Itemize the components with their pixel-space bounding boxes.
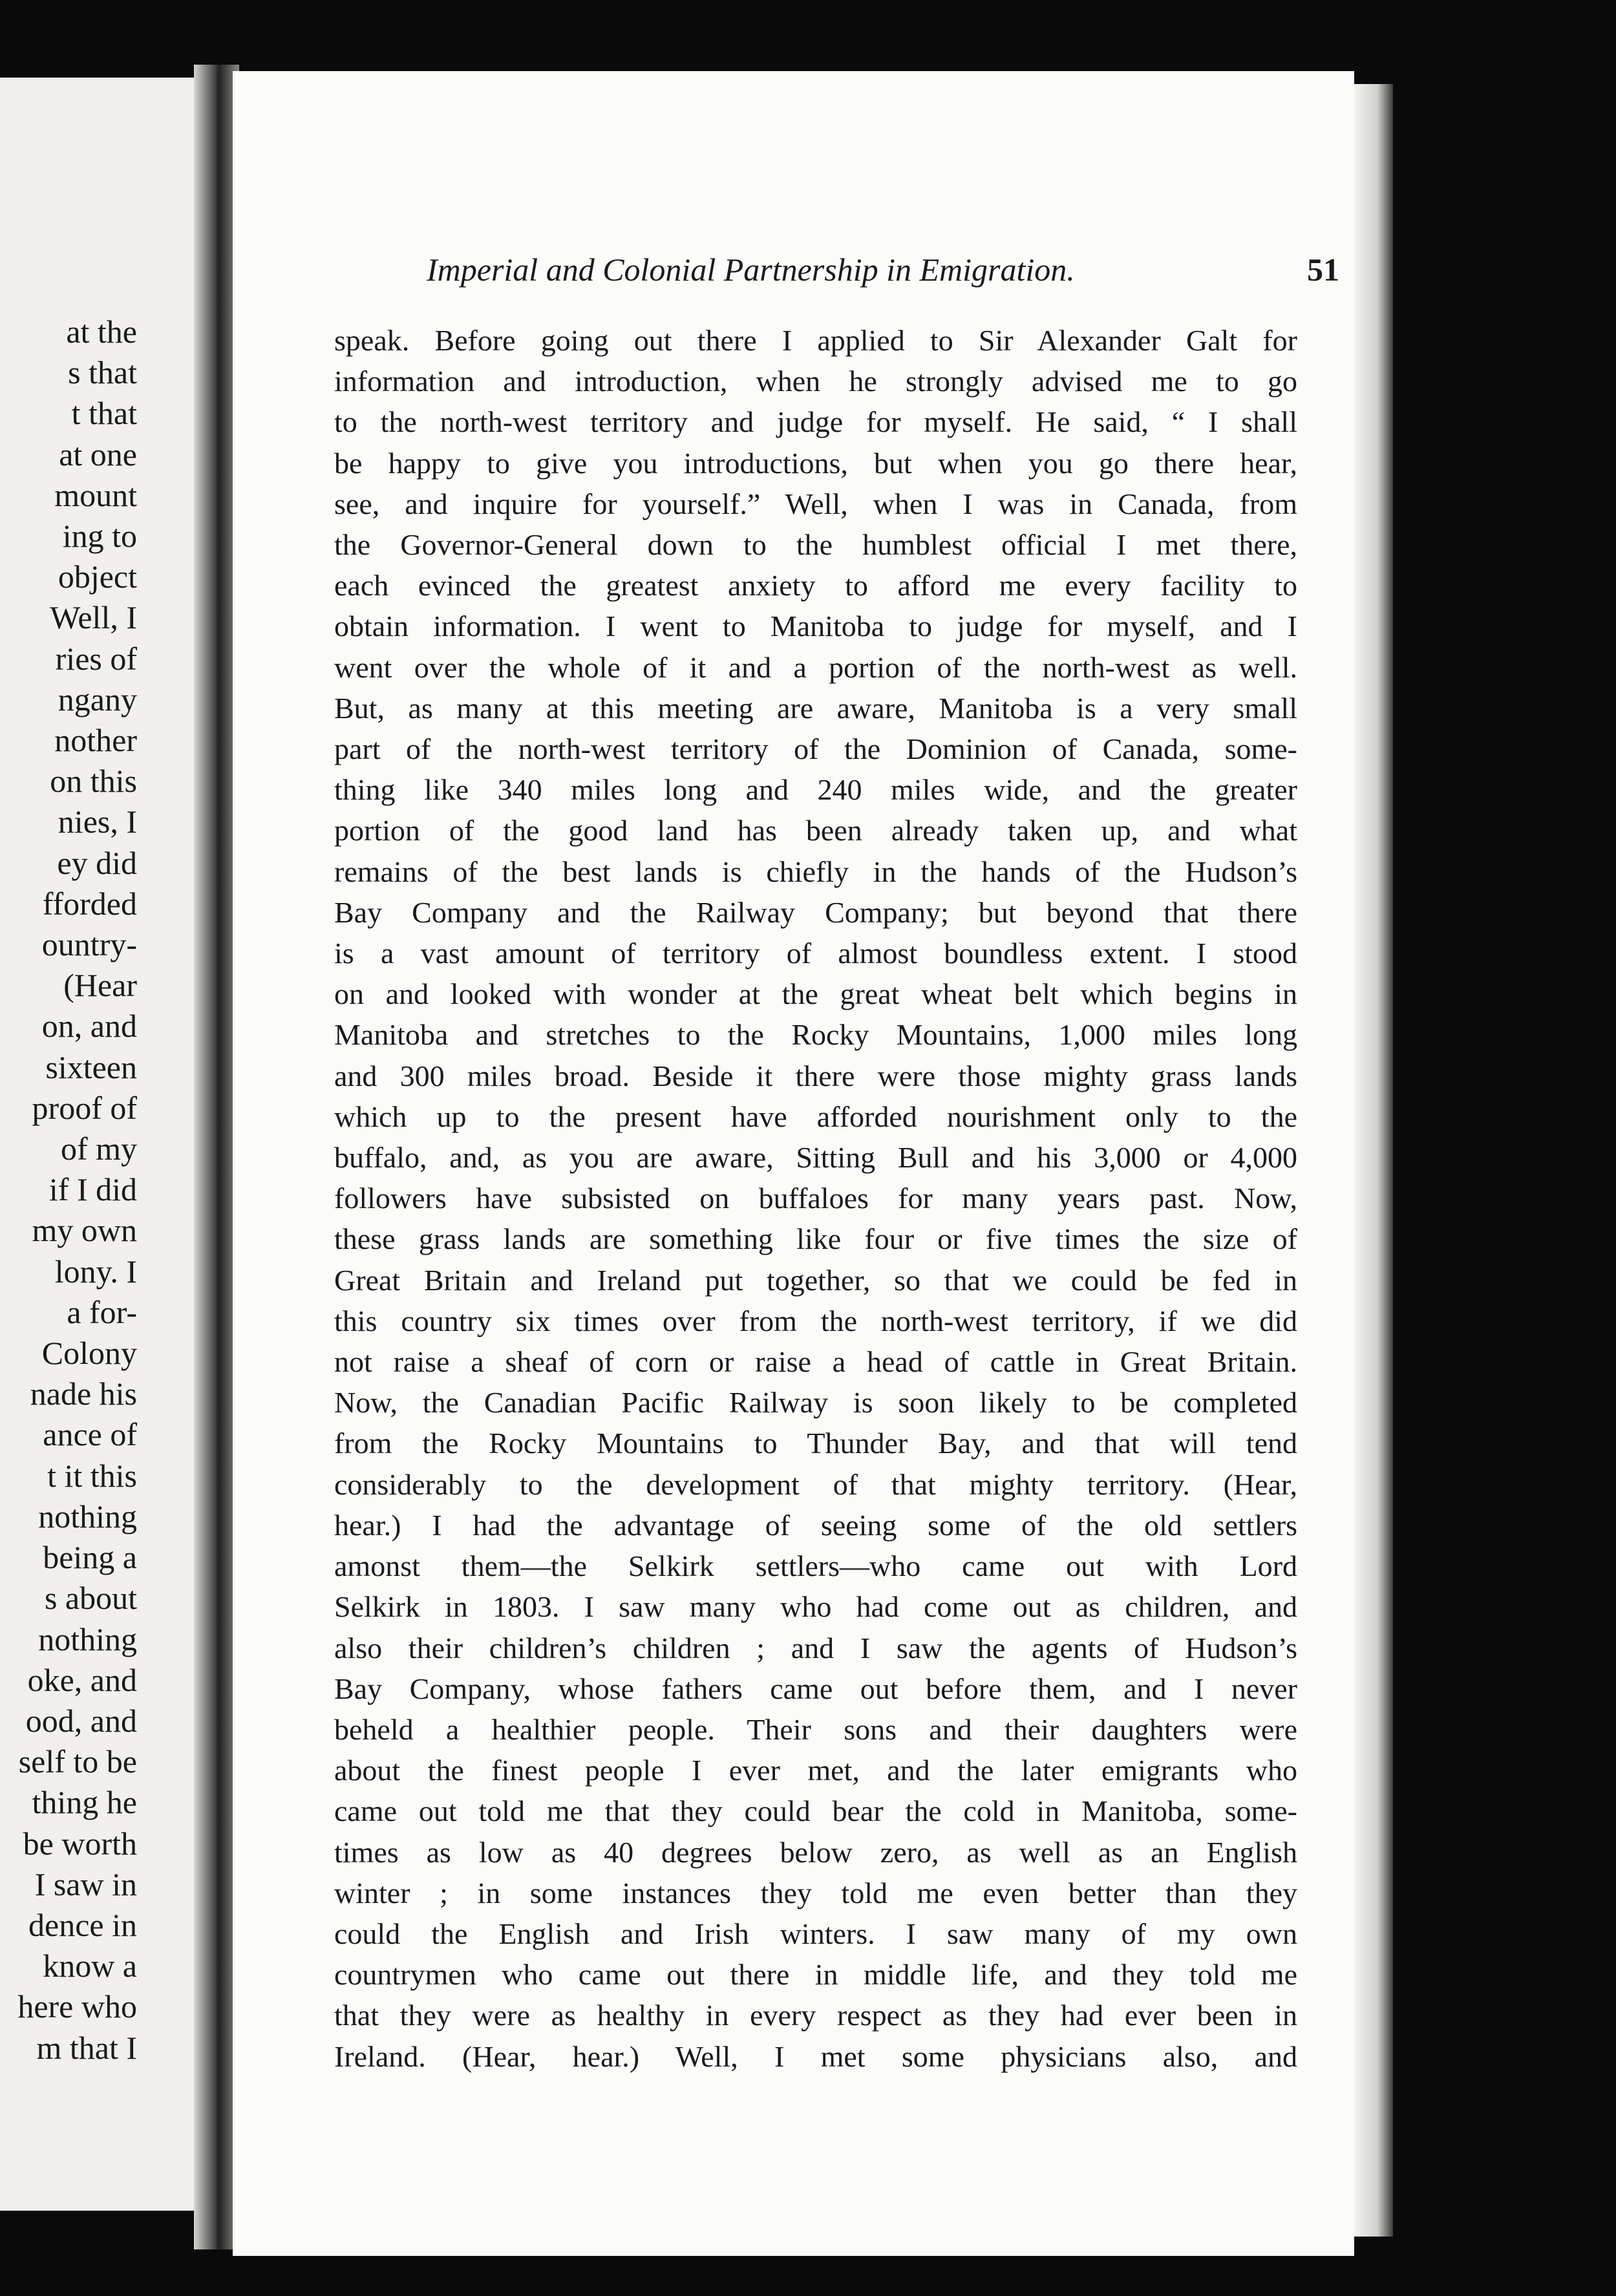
text-line: beheld a healthier people. Their sons and their daughters were — [334, 1712, 1297, 1746]
text-line: came out told me that they could bear the cold in Manitoba, some- — [334, 1794, 1297, 1828]
running-title: Imperial and Colonial Partnership in Emigration. — [427, 251, 1075, 288]
left-page-line: on, and — [41, 1008, 137, 1045]
left-page-line: nies, I — [58, 803, 137, 840]
text-line: Ireland. (Hear, hear.) Well, I met some physicians also, and — [334, 2039, 1297, 2073]
left-page-line: ey did — [57, 844, 137, 881]
left-page-line: s about — [44, 1580, 137, 1617]
left-page-line: a for- — [67, 1293, 137, 1330]
text-line: Bay Company and the Railway Company; but beyond that there — [334, 895, 1297, 929]
left-page-line: nothing — [38, 1621, 137, 1657]
left-page-line: dence in — [28, 1906, 137, 1943]
body-text — [334, 320, 1297, 2077]
left-page-line: nothing — [38, 1498, 137, 1535]
text-line: which up to the present have afforded nourishment only to the — [334, 1100, 1297, 1133]
left-page-line: (Hear — [63, 967, 137, 1004]
left-facing-page — [0, 78, 207, 2211]
text-line: that they were as healthy in every respect as they had ever been in — [334, 1999, 1297, 2032]
text-line: information and introduction, when he strongly advised me to go — [334, 365, 1297, 398]
text-line: But, as many at this meeting are aware, Manitoba is a very small — [334, 691, 1297, 725]
text-line: Now, the Canadian Pacific Railway is soon likely to be completed — [334, 1386, 1297, 1419]
left-page-line: t that — [71, 395, 137, 432]
text-line: be happy to give you introductions, but when you go there hear, — [334, 446, 1297, 480]
text-line: from the Rocky Mountains to Thunder Bay, and that will tend — [334, 1427, 1297, 1460]
left-page-line: on this — [50, 763, 137, 800]
text-line: Selkirk in 1803. I saw many who had come out as children, and — [334, 1590, 1297, 1624]
left-page-line: ngany — [58, 681, 137, 717]
left-page-line: ries of — [55, 640, 137, 677]
text-line: remains of the best lands is chiefly in the hands of the Hudson’s — [334, 855, 1297, 888]
left-page-line: lony. I — [54, 1253, 137, 1290]
text-line: buffalo, and, as you are aware, Sitting Bull and his 3,000 or 4,000 — [334, 1141, 1297, 1175]
text-line: could the English and Irish winters. I saw many of my own — [334, 1917, 1297, 1950]
text-line: Manitoba and stretches to the Rocky Mountains, 1,000 miles long — [334, 1018, 1297, 1052]
text-line: not raise a sheaf of corn or raise a head of cattle in Great Britain. — [334, 1345, 1297, 1379]
left-page-line: I saw in — [34, 1865, 137, 1902]
text-line: to the north-west territory and judge for myself. He said, “ I shall — [334, 405, 1297, 439]
left-page-line: object — [58, 558, 137, 595]
left-page-line: if I did — [48, 1171, 137, 1208]
left-page-line: fforded — [42, 885, 137, 922]
text-line: obtain information. I went to Manitoba to judge for myself, and I — [334, 610, 1297, 643]
text-line: also their children’s children ; and I saw the agents of Hudson’s — [334, 1631, 1297, 1664]
left-page-line: at the — [66, 314, 137, 350]
text-line: countrymen who came out there in middle life, and they told me — [334, 1958, 1297, 1992]
text-line: and 300 miles broad. Beside it there were those mighty grass lands — [334, 1059, 1297, 1092]
left-page-line: t it this — [47, 1457, 137, 1494]
text-line: followers have subsisted on buffaloes for many years past. Now, — [334, 1182, 1297, 1215]
left-page-line: mount — [54, 476, 137, 513]
left-page-line: sixteen — [45, 1048, 137, 1085]
left-page-line: ing to — [62, 518, 137, 555]
text-line: considerably to the development of that mighty territory. (Hear, — [334, 1467, 1297, 1501]
left-page-line: thing he — [32, 1784, 137, 1821]
running-head — [427, 251, 1339, 288]
text-line: times as low as 40 degrees below zero, as well as an English — [334, 1835, 1297, 1869]
text-line: on and looked with wonder at the great wheat belt which begins in — [334, 977, 1297, 1011]
text-line: winter ; in some instances they told me even better than they — [334, 1876, 1297, 1909]
left-page-line: Well, I — [50, 599, 137, 636]
text-line: each evinced the greatest anxiety to afford me every facility to — [334, 569, 1297, 602]
left-page-line: oke, and — [27, 1661, 137, 1698]
left-page-line: Colony — [41, 1335, 137, 1372]
text-line: is a vast amount of territory of almost boundless extent. I stood — [334, 937, 1297, 970]
left-page-line: know a — [43, 1948, 137, 1984]
left-page-line: ance of — [43, 1416, 137, 1453]
left-page-line: m that I — [36, 2029, 137, 2066]
left-page-line: be worth — [23, 1825, 137, 1862]
left-page-line: nade his — [30, 1376, 137, 1412]
left-page-line: ood, and — [25, 1702, 137, 1739]
text-line: amonst them—the Selkirk settlers—who came out with Lord — [334, 1549, 1297, 1583]
page-edge — [1354, 84, 1393, 2237]
left-page-line: at one — [59, 436, 137, 473]
text-line: these grass lands are something like four or five times the size of — [334, 1222, 1297, 1256]
left-page-line: ountry- — [41, 926, 137, 963]
left-page-line: here who — [17, 1988, 137, 2025]
left-page-line: nother — [54, 722, 137, 759]
text-line: portion of the good land has been already taken up, and what — [334, 814, 1297, 847]
left-page-text-fragments — [0, 312, 137, 2068]
text-line: the Governor-General down to the humblest official I met there, — [334, 528, 1297, 562]
text-line: hear.) I had the advantage of seeing some of the old settlers — [334, 1508, 1297, 1542]
text-line: Great Britain and Ireland put together, so that we could be fed in — [334, 1263, 1297, 1297]
text-line: went over the whole of it and a portion of the north-west as well. — [334, 650, 1297, 684]
left-page-line: being a — [43, 1539, 137, 1576]
text-line: this country six times over from the north-west territory, if we did — [334, 1304, 1297, 1337]
text-line: speak. Before going out there I applied to Sir Alexander Galt for — [334, 324, 1297, 357]
text-line: Bay Company, whose fathers came out before them, and I never — [334, 1672, 1297, 1705]
text-line: about the finest people I ever met, and the later emigrants who — [334, 1754, 1297, 1787]
left-page-line: of my — [60, 1131, 137, 1167]
text-line: part of the north-west territory of the Dominion of Canada, some- — [334, 732, 1297, 766]
left-page-line: s that — [68, 354, 137, 391]
left-page-line: self to be — [18, 1743, 137, 1780]
text-line: see, and inquire for yourself.” Well, when I was in Canada, from — [334, 487, 1297, 520]
left-page-line: my own — [32, 1212, 137, 1249]
left-page-line: proof of — [32, 1089, 137, 1126]
page-number: 51 — [1307, 251, 1339, 288]
right-page — [233, 71, 1354, 2256]
text-line: thing like 340 miles long and 240 miles wide, and the greater — [334, 773, 1297, 807]
